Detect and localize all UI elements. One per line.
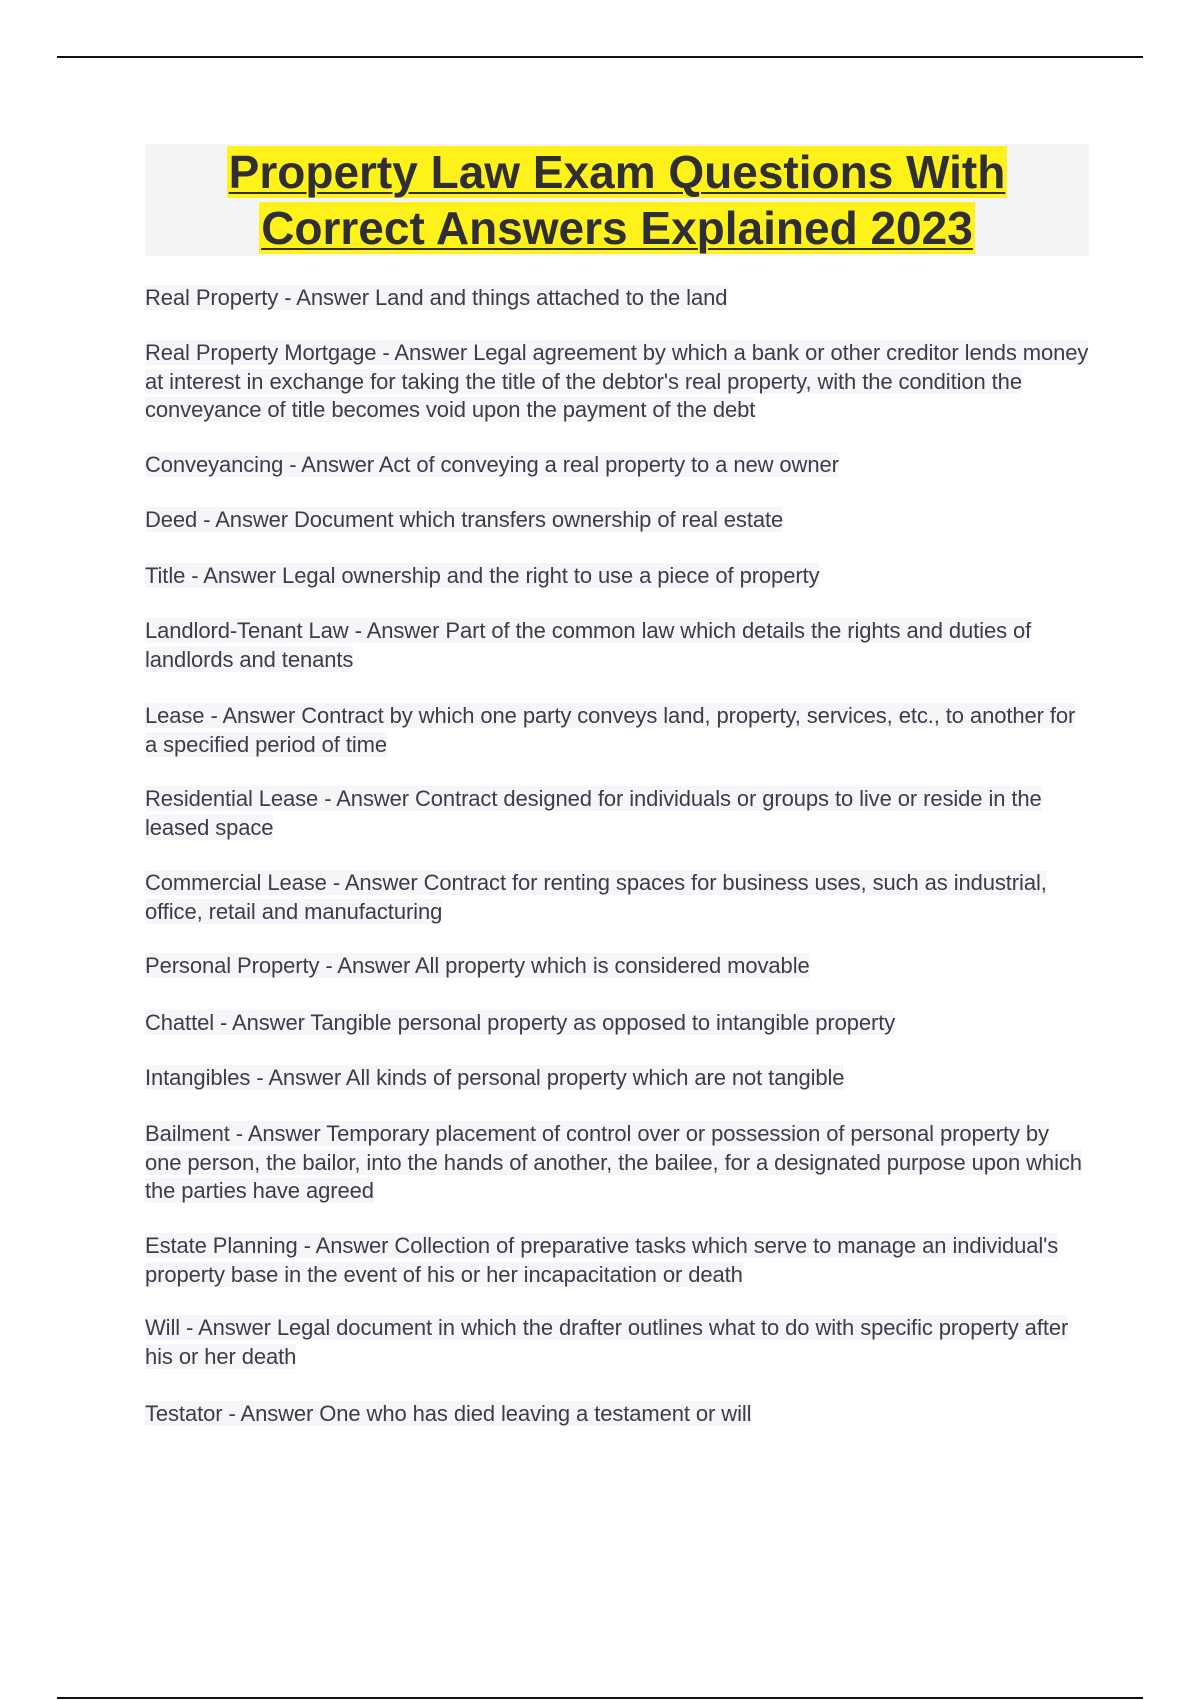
qa-item: Will - Answer Legal document in which the drafter outlines what to do with specific property after his or her death	[145, 1315, 1069, 1369]
qa-item: Landlord-Tenant Law - Answer Part of the common law which details the rights and duties of landlords and tenants	[145, 618, 1032, 672]
qa-item: Title - Answer Legal ownership and the right to use a piece of property	[145, 563, 820, 588]
qa-item: Real Property - Answer Land and things attached to the land	[145, 285, 728, 310]
qa-item: Intangibles - Answer All kinds of personal property which are not tangible	[145, 1065, 845, 1090]
qa-item: Chattel - Answer Tangible personal property as opposed to intangible property	[145, 1010, 896, 1035]
qa-item: Conveyancing - Answer Act of conveying a real property to a new owner	[145, 452, 839, 477]
qa-item: Testator - Answer One who has died leaving a testament or will	[145, 1401, 752, 1426]
document-title	[145, 144, 1089, 256]
bottom-rule	[57, 1697, 1143, 1699]
qa-item: Residential Lease - Answer Contract designed for individuals or groups to live or reside in the leased space	[145, 786, 1042, 840]
title-line-2: Correct Answers Explained 2023	[261, 202, 973, 254]
qa-item: Commercial Lease - Answer Contract for renting spaces for business uses, such as industrial, office, retail and manufacturing	[145, 870, 1047, 924]
title-line-1: Property Law Exam Questions With	[228, 146, 1006, 198]
top-rule	[57, 56, 1143, 58]
qa-item: Real Property Mortgage - Answer Legal agreement by which a bank or other creditor lends money at interest in exchange for taking the title of the debtor's real property, with the condition the conveyance of title becomes void upon the payment of the debt	[145, 340, 1089, 422]
qa-item: Bailment - Answer Temporary placement of control over or possession of personal property by one person, the bailor, into the hands of another, the bailee, for a designated purpose upon which the parties have agreed	[145, 1121, 1082, 1203]
qa-item: Lease - Answer Contract by which one party conveys land, property, services, etc., to another for a specified period of time	[145, 703, 1076, 757]
qa-item: Deed - Answer Document which transfers ownership of real estate	[145, 507, 784, 532]
qa-item: Estate Planning - Answer Collection of preparative tasks which serve to manage an individual's property base in the event of his or her incapacitation or death	[145, 1233, 1059, 1287]
qa-item: Personal Property - Answer All property which is considered movable	[145, 953, 810, 978]
